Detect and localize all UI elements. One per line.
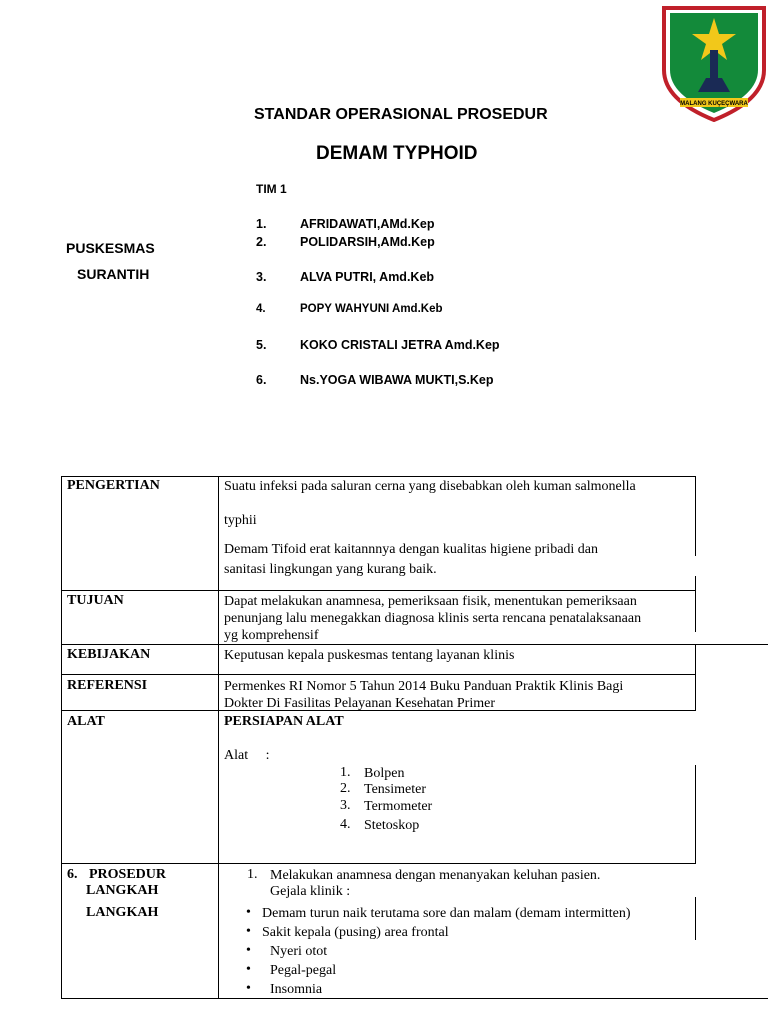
table-rule [61,674,696,675]
member-name: KOKO CRISTALI JETRA Amd.Kep [300,338,500,352]
table-rule [61,644,768,645]
list-number: 2. [340,781,351,796]
bullet-icon: • [246,962,251,977]
row-label-prosedur: PROSEDUR [89,867,167,882]
row-label-number: 6. [67,867,78,882]
list-item: Bolpen [364,766,405,781]
member-name: POPY WAHYUNI Amd.Keb [300,303,443,315]
referensi-text-line: Dokter Di Fasilitas Pelayanan Kesehatan Primer [224,696,495,711]
bullet-icon: • [246,943,251,958]
table-rule [61,590,696,591]
member-number: 4. [256,303,266,315]
gejala-heading: Gejala klinik : [270,884,351,899]
row-label-langkah: LANGKAH [86,905,159,920]
pengertian-text-line: typhii [224,513,257,528]
alat-intro: Alat : [224,748,270,763]
member-name: AFRIDAWATI,AMd.Kep [300,217,435,231]
list-number: 4. [340,817,351,832]
kebijakan-text: Keputusan kepala puskesmas tentang layanan klinis [224,648,515,663]
row-label-alat: ALAT [67,714,105,729]
member-number: 3. [256,270,267,284]
row-label-langkah: LANGKAH [86,883,159,898]
sop-title: STANDAR OPERASIONAL PROSEDUR [254,106,548,123]
step-number: 1. [247,867,258,882]
table-rule [61,476,62,998]
list-item: Stetoskop [364,818,420,833]
member-number: 1. [256,217,267,231]
member-name: Ns.YOGA WIBAWA MUKTI,S.Kep [300,373,494,387]
table-rule [695,576,696,632]
document-title: DEMAM TYPHOID [316,143,478,164]
member-number: 5. [256,338,267,352]
bullet-icon: • [246,905,251,920]
member-number: 2. [256,235,267,249]
pengertian-text-line: Demam Tifoid erat kaitannnya dengan kualitas higiene pribadi dan [224,542,599,557]
pengertian-text-line: sanitasi lingkungan yang kurang baik. [224,562,437,577]
tujuan-text-line: yg komprehensif [224,628,319,643]
bullet-icon: • [246,981,251,996]
organization-name: PUSKESMAS [66,240,155,256]
logo-text: MALANG KUÇEÇWARA [680,101,748,107]
alat-heading: PERSIAPAN ALAT [224,714,344,729]
list-item: Tensimeter [364,782,426,797]
list-item: Termometer [364,799,433,814]
table-rule [695,476,696,556]
referensi-text-line: Permenkes RI Nomor 5 Tahun 2014 Buku Panduan Praktik Klinis Bagi [224,679,624,694]
symptom-item: Sakit kepala (pusing) area frontal [262,925,449,940]
symptom-item: Nyeri otot [270,944,328,959]
member-name: POLIDARSIH,AMd.Kep [300,235,435,249]
member-name: ALVA PUTRI, Amd.Keb [300,270,435,284]
row-label-tujuan: TUJUAN [67,593,124,608]
city-logo [660,0,768,122]
table-rule [61,476,696,477]
bullet-icon: • [246,924,251,939]
organization-location: SURANTIH [77,266,150,282]
table-rule [695,644,696,710]
symptom-item: Demam turun naik terutama sore dan malam (demam intermitten) [262,906,631,921]
pengertian-text-line: Suatu infeksi pada saluran cerna yang disebabkan oleh kuman salmonella [224,479,636,494]
symptom-item: Pegal-pegal [270,963,337,978]
row-label-pengertian: PENGERTIAN [67,478,160,493]
list-number: 1. [340,765,351,780]
list-number: 3. [340,798,351,813]
row-label-kebijakan: KEBIJAKAN [67,647,151,662]
tujuan-text-line: penunjang lalu menegakkan diagnosa klinis serta rencana penatalaksanaan [224,611,642,626]
table-rule [61,863,696,864]
table-rule [218,476,219,998]
member-number: 6. [256,373,267,387]
table-rule [61,998,768,999]
table-rule [695,765,696,863]
tujuan-text-line: Dapat melakukan anamnesa, pemeriksaan fisik, menentukan pemeriksaan [224,594,637,609]
row-label-referensi: REFERENSI [67,678,148,693]
symptom-item: Insomnia [270,982,323,997]
team-label: TIM 1 [256,182,287,196]
table-rule [695,897,696,940]
step-text: Melakukan anamnesa dengan menanyakan keluhan pasien. [270,868,601,883]
